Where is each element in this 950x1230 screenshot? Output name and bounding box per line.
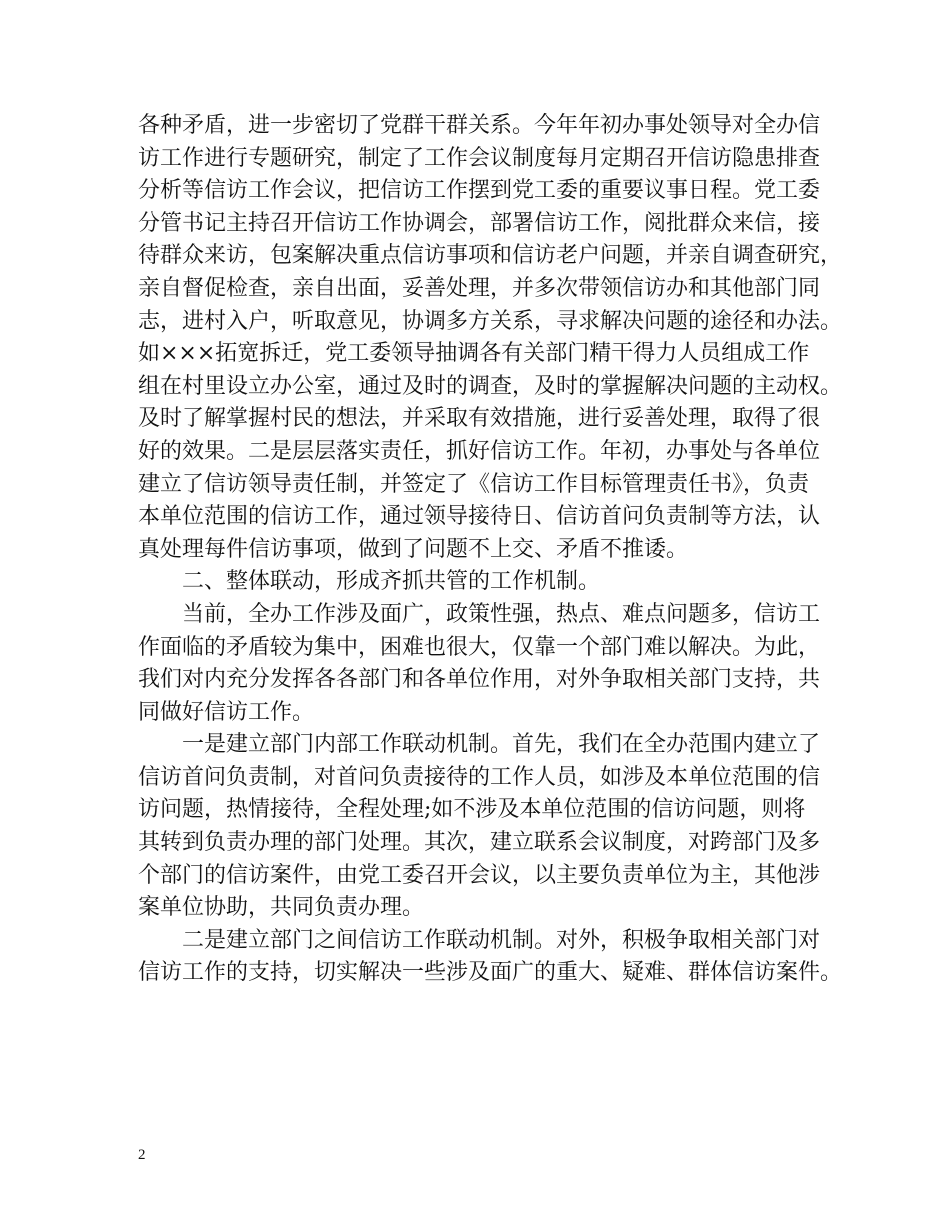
- text-line: 亲自督促检查，亲自出面，妥善处理，并多次带领信访办和其他部门同: [138, 275, 821, 301]
- text-line: 一是建立部门内部工作联动机制。首先，我们在全办范围内建立了: [182, 732, 821, 758]
- text-line: 案单位协助，共同负责办理。: [138, 895, 425, 921]
- text-line: 志，进村入户，听取意见，协调多方关系，寻求解决问题的途径和办法。: [138, 308, 843, 334]
- text-line: 二是建立部门之间信访工作联动机制。对外，积极争取相关部门对: [182, 927, 821, 953]
- text-line: 待群众来访，包案解决重点信访事项和信访老户问题，并亲自调查研究，: [138, 243, 843, 269]
- text-line: 其转到负责办理的部门处理。其次，建立联系会议制度，对跨部门及多: [138, 830, 821, 856]
- body-text: [138, 110, 843, 990]
- text-line: 组在村里设立办公室，通过及时的调查，及时的掌握解决问题的主动权。: [138, 373, 843, 399]
- text-line: 我们对内充分发挥各各部门和各单位作用，对外争取相关部门支持，共: [138, 667, 821, 693]
- text-line: 好的效果。二是层层落实责任，抓好信访工作。年初，办事处与各单位: [138, 438, 821, 464]
- text-line: 本单位范围的信访工作，通过领导接待日、信访首问负责制等方法，认: [138, 504, 821, 530]
- text-line: 各种矛盾，进一步密切了党群干群关系。今年年初办事处领导对全办信: [138, 113, 821, 138]
- text-line: 真处理每件信访事项，做到了问题不上交、矛盾不推诿。: [138, 536, 689, 562]
- text-line: 信访首问负责制，对首问负责接待的工作人员，如涉及本单位范围的信: [138, 764, 821, 790]
- text-line: 访工作进行专题研究，制定了工作会议制度每月定期召开信访隐患排查: [138, 145, 821, 171]
- text-line: 同做好信访工作。: [138, 699, 315, 725]
- section-heading: 二、整体联动，形成齐抓共管的工作机制。: [182, 569, 601, 595]
- text-line: 分管书记主持召开信访工作协调会，部署信访工作，阅批群众来信，接: [138, 210, 821, 236]
- page-number: 2: [138, 1147, 146, 1163]
- text-line: 作面临的矛盾较为集中，困难也很大，仅靠一个部门难以解决。为此，: [138, 634, 821, 660]
- text-line: 如×××拓宽拆迁，党工委领导抽调各有关部门精干得力人员组成工作: [138, 341, 810, 367]
- text-line: 个部门的信访案件，由党工委召开会议，以主要负责单位为主，其他涉: [138, 862, 821, 888]
- text-line: 及时了解掌握村民的想法，并采取有效措施，进行妥善处理，取得了很: [138, 406, 821, 432]
- text-line: 建立了信访领导责任制，并签定了《信访工作目标管理责任书》，负责: [138, 471, 810, 497]
- text-line: 分析等信访工作会议，把信访工作摆到党工委的重要议事日程。党工委: [138, 178, 821, 204]
- text-line: 当前，全办工作涉及面广，政策性强，热点、难点问题多，信访工: [182, 601, 821, 627]
- text-line: 访问题，热情接待，全程处理;如不涉及本单位范围的信访问题，则将: [138, 797, 806, 823]
- text-line: 信访工作的支持，切实解决一些涉及面广的重大、疑难、群体信访案件。: [138, 960, 843, 986]
